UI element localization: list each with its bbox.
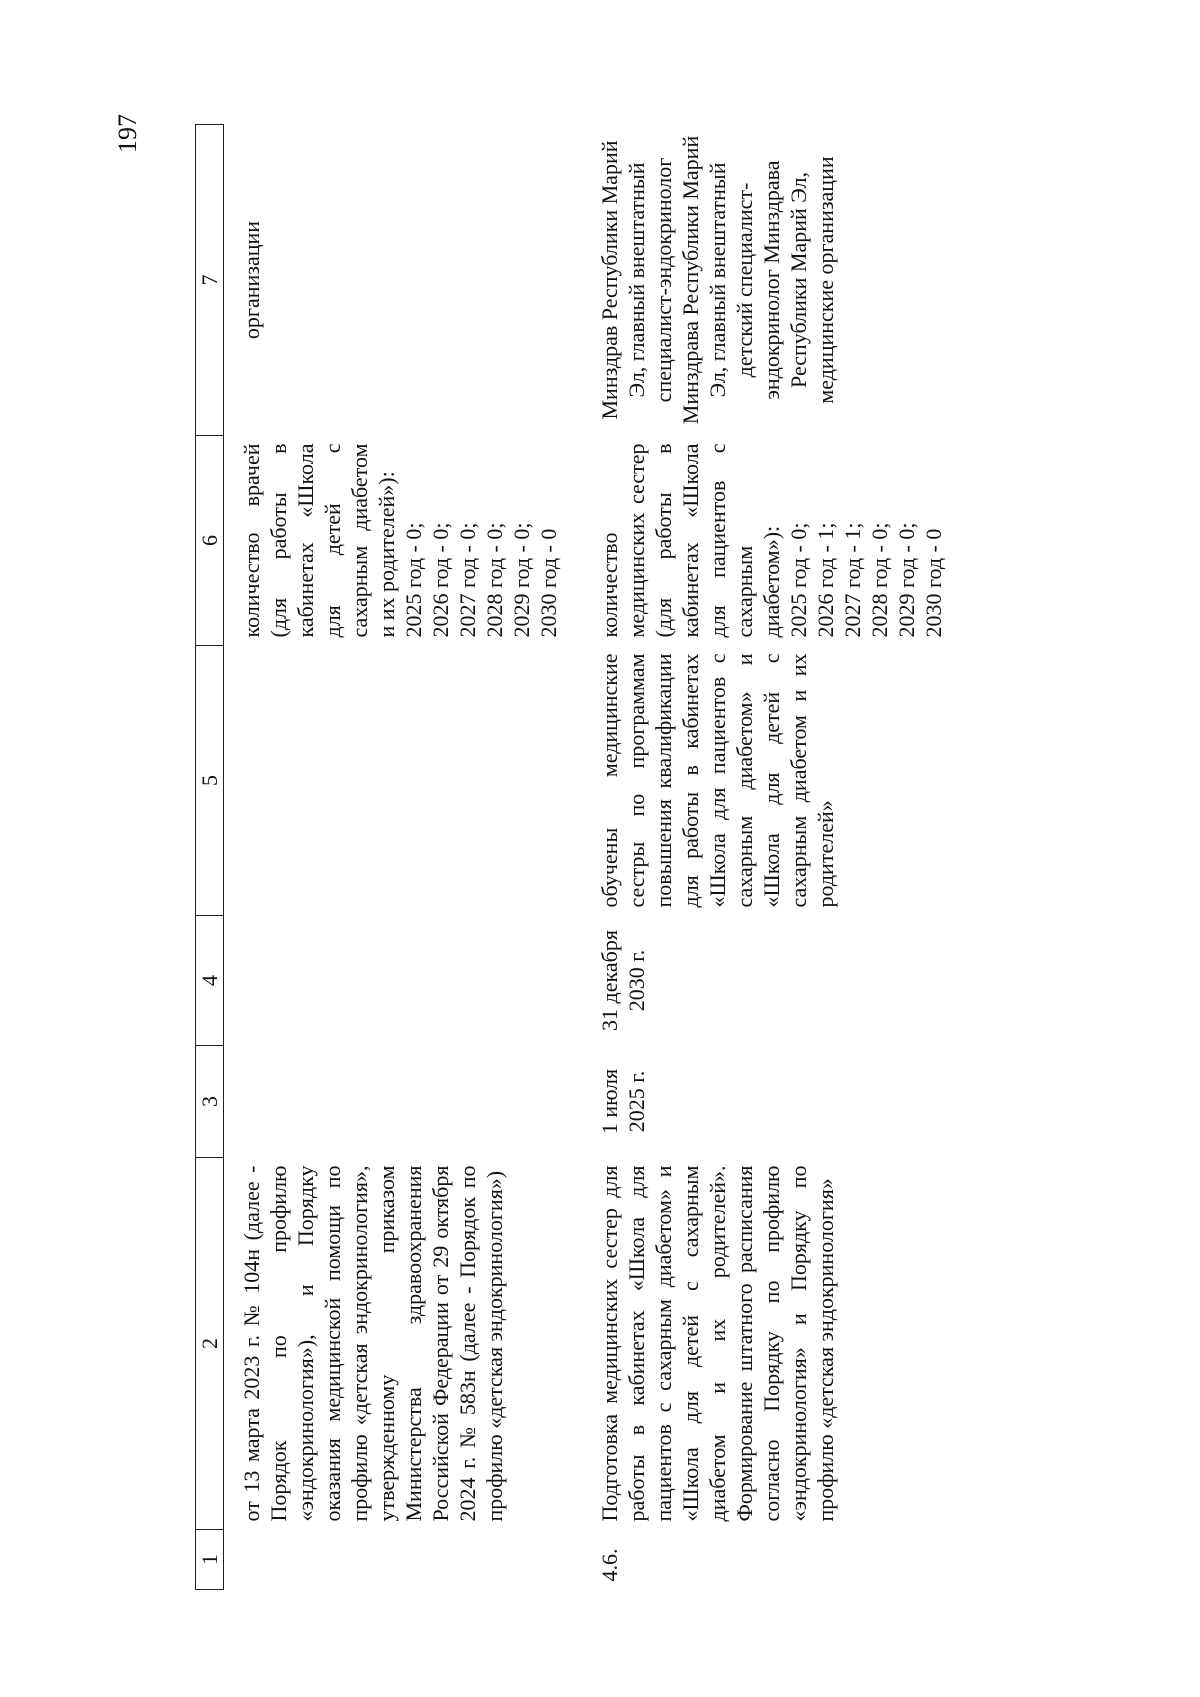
plan-table: [195, 124, 967, 1590]
column-number-row: [196, 125, 224, 1590]
start-date: [224, 1046, 583, 1158]
expected-result: обучены медицинские сестры по программам повышения квалификации для работы в кабинетах «Школа для пациентов с сахарным диабетом» и «Школа для детей с сахарным диабетом и их родителей»: [597, 653, 838, 908]
page-number-text: 197: [113, 114, 142, 153]
column-number-6: 6: [196, 436, 224, 646]
column-number-7: 7: [196, 125, 224, 436]
target-indicator: количество медицинских сестер (для работы в кабинетах «Школа для пациентов с сахарным диабетом»): 2025 год - 0; 2026 год - 1; 2027 год - 1; 2028 год - 0; 2029 год - 0; 2030 год - 0: [597, 443, 946, 638]
row-number: 4.6.: [597, 1548, 622, 1582]
row-number: [224, 1530, 583, 1590]
responsible-executor: организации: [239, 220, 264, 340]
column-number-5: 5: [196, 646, 224, 916]
column-number-2: 2: [196, 1158, 224, 1530]
activity-name: Подготовка медицинских сестер для работы в кабинетах «Школа для пациентов с сахарным диабетом» и «Школа для детей с сахарным диабетом и их родителей». Формирование штатного расписания согласно Порядку по профилю «эндокринология» и Порядку по профилю «детская эндокринология»: [597, 1165, 838, 1522]
page-number: [108, 114, 148, 178]
start-date: 1 июля 2025 г.: [597, 1068, 649, 1135]
table-header: [196, 125, 224, 1590]
rotated-sheet: [195, 125, 1070, 1590]
expected-result: [224, 646, 583, 916]
table-row: [224, 125, 583, 1590]
end-date: [224, 916, 583, 1046]
activity-name: от 13 марта 2023 г. № 104н (далее - Порядок по профилю «эндокринология»), и Порядку оказания медицинской помощи по профилю «детская эндокринология», утвержденному приказом Министерства здравоохранения Российской Федерации от 29 октября 2024 г. № 583н (далее - Порядок по профилю «детская эндокринология»): [239, 1165, 507, 1522]
column-number-1: 1: [196, 1530, 224, 1590]
column-number-3: 3: [196, 1046, 224, 1158]
table-row: [582, 125, 967, 1590]
responsible-executor: Минздрав Республики Марий Эл, главный внештатный специалист-эндокринолог Минздрава Республики Марий Эл, главный внештатный детский специалист-эндокринолог Минздрава Республики Марий Эл, медицинские организации: [597, 135, 838, 425]
column-number-4: 4: [196, 916, 224, 1046]
end-date: 31 декабря 2030 г.: [597, 930, 649, 1031]
target-indicator: количество врачей (для работы в кабинетах «Школа для детей с сахарным диабетом и их родителей»): 2025 год - 0; 2026 год - 0; 2027 год - 0; 2028 год - 0; 2029 год - 0; 2030 год - 0: [239, 443, 561, 638]
